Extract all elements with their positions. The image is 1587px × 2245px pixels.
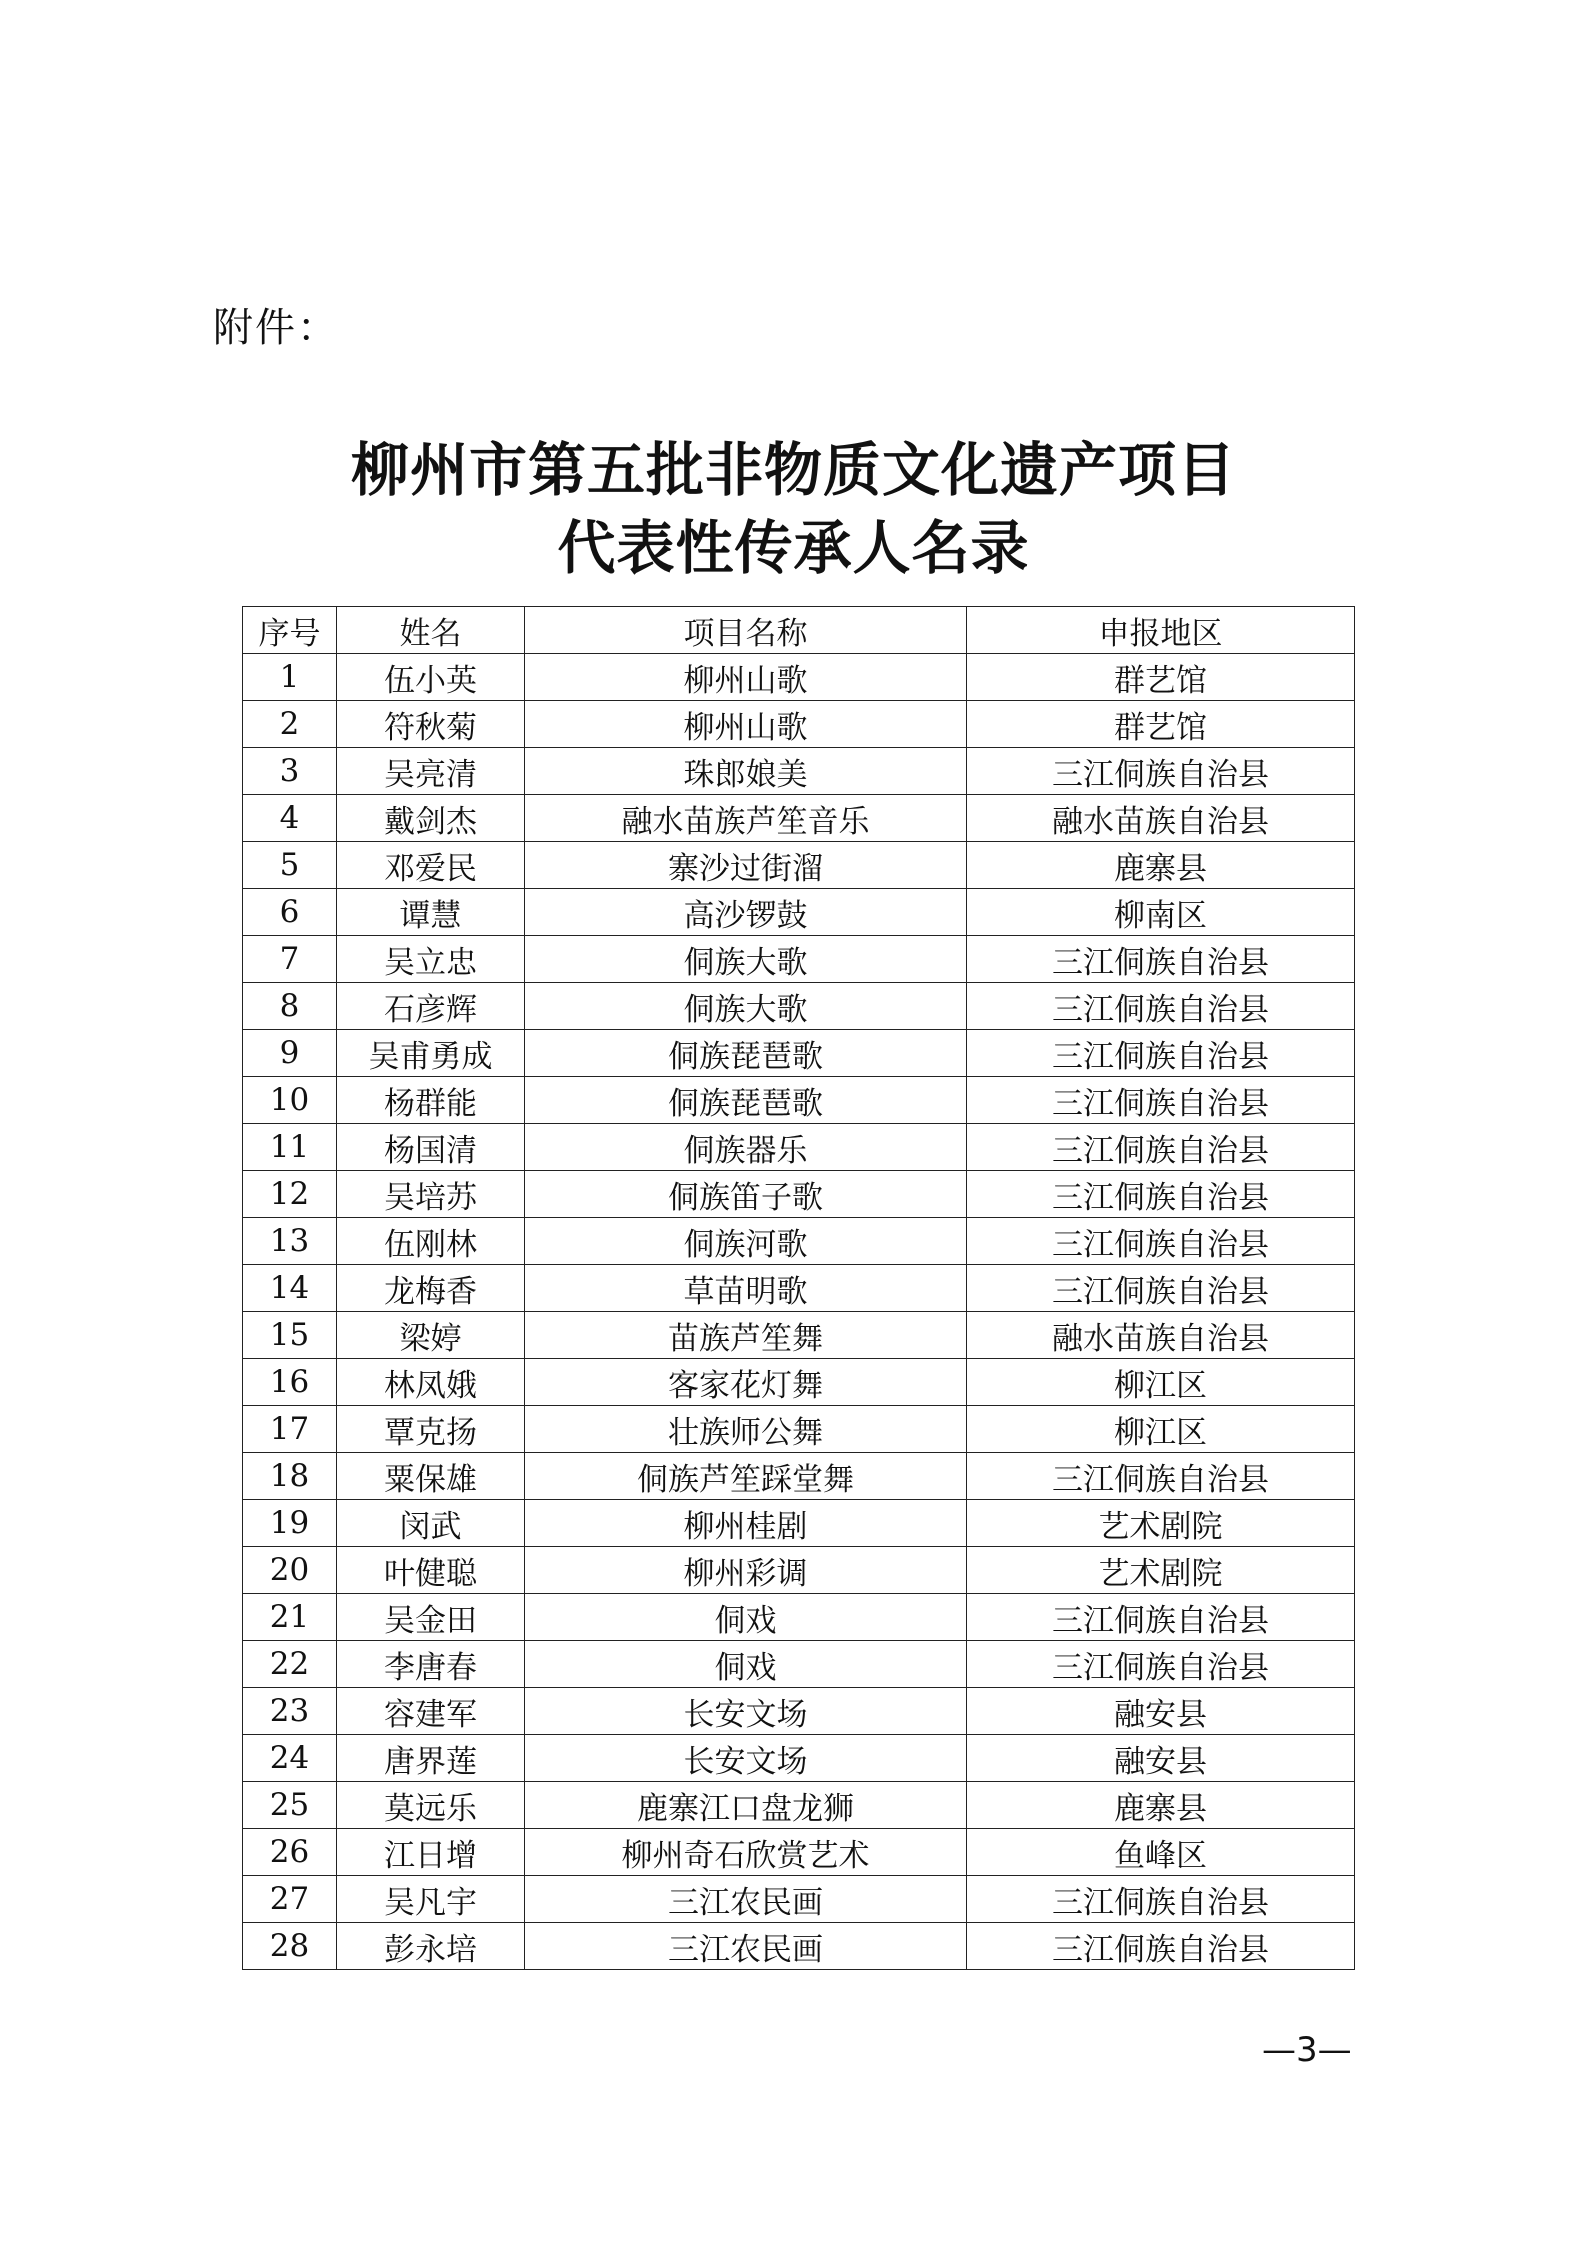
- table-row: [243, 889, 1355, 936]
- cell-project: 鹿寨江口盘龙狮: [525, 1782, 967, 1829]
- cell-name: 吴甫勇成: [337, 1030, 525, 1077]
- cell-seq: 20: [243, 1547, 337, 1594]
- cell-region: 艺术剧院: [967, 1547, 1355, 1594]
- cell-project: 侗族大歌: [525, 936, 967, 983]
- cell-region: 群艺馆: [967, 701, 1355, 748]
- table-row: [243, 1453, 1355, 1500]
- cell-seq: 4: [243, 795, 337, 842]
- cell-seq: 8: [243, 983, 337, 1030]
- cell-seq: 2: [243, 701, 337, 748]
- table-row: [243, 1547, 1355, 1594]
- table-row: [243, 1735, 1355, 1782]
- cell-project: 融水苗族芦笙音乐: [525, 795, 967, 842]
- table-row: [243, 1641, 1355, 1688]
- cell-region: 柳江区: [967, 1406, 1355, 1453]
- cell-name: 莫远乐: [337, 1782, 525, 1829]
- cell-project: 客家花灯舞: [525, 1359, 967, 1406]
- table-row: [243, 1594, 1355, 1641]
- cell-project: 侗族芦笙踩堂舞: [525, 1453, 967, 1500]
- cell-region: 三江侗族自治县: [967, 983, 1355, 1030]
- cell-region: 三江侗族自治县: [967, 1876, 1355, 1923]
- document-title-line-1: 柳州市第五批非物质文化遗产项目: [350, 436, 1236, 504]
- cell-name: 梁婷: [337, 1312, 525, 1359]
- cell-name: 龙梅香: [337, 1265, 525, 1312]
- cell-seq: 24: [243, 1735, 337, 1782]
- cell-seq: 21: [243, 1594, 337, 1641]
- cell-project: 寨沙过街溜: [525, 842, 967, 889]
- table-row: [243, 1265, 1355, 1312]
- cell-name: 伍小英: [337, 654, 525, 701]
- table-row: [243, 654, 1355, 701]
- cell-region: 柳江区: [967, 1359, 1355, 1406]
- cell-project: 长安文场: [525, 1688, 967, 1735]
- cell-region: 三江侗族自治县: [967, 748, 1355, 795]
- cell-seq: 16: [243, 1359, 337, 1406]
- cell-region: 艺术剧院: [967, 1500, 1355, 1547]
- cell-project: 苗族芦笙舞: [525, 1312, 967, 1359]
- table-header-row: [243, 607, 1355, 654]
- cell-region: 三江侗族自治县: [967, 1171, 1355, 1218]
- table-row: [243, 1124, 1355, 1171]
- cell-project: 侗族琵琶歌: [525, 1077, 967, 1124]
- cell-name: 李唐春: [337, 1641, 525, 1688]
- document-title-line-2: 代表性传承人名录: [557, 514, 1030, 582]
- table-row: [243, 1829, 1355, 1876]
- cell-name: 吴金田: [337, 1594, 525, 1641]
- cell-project: 柳州山歌: [525, 701, 967, 748]
- cell-name: 林凤娥: [337, 1359, 525, 1406]
- page-number: —3—: [1262, 2030, 1352, 2070]
- table-row: [243, 701, 1355, 748]
- table-row: [243, 1218, 1355, 1265]
- cell-seq: 7: [243, 936, 337, 983]
- cell-region: 三江侗族自治县: [967, 1077, 1355, 1124]
- cell-name: 粟保雄: [337, 1453, 525, 1500]
- cell-project: 三江农民画: [525, 1923, 967, 1970]
- cell-project: 高沙锣鼓: [525, 889, 967, 936]
- cell-region: 融水苗族自治县: [967, 795, 1355, 842]
- cell-name: 邓爱民: [337, 842, 525, 889]
- cell-seq: 18: [243, 1453, 337, 1500]
- table-row: [243, 1876, 1355, 1923]
- cell-region: 融水苗族自治县: [967, 1312, 1355, 1359]
- cell-project: 侗族笛子歌: [525, 1171, 967, 1218]
- table-row: [243, 1359, 1355, 1406]
- cell-seq: 12: [243, 1171, 337, 1218]
- cell-seq: 15: [243, 1312, 337, 1359]
- cell-region: 群艺馆: [967, 654, 1355, 701]
- cell-region: 三江侗族自治县: [967, 1641, 1355, 1688]
- cell-name: 覃克扬: [337, 1406, 525, 1453]
- table-row: [243, 1030, 1355, 1077]
- cell-project: 壮族师公舞: [525, 1406, 967, 1453]
- cell-project: 草苗明歌: [525, 1265, 967, 1312]
- cell-name: 戴剑杰: [337, 795, 525, 842]
- cell-seq: 19: [243, 1500, 337, 1547]
- header-project: 项目名称: [525, 607, 967, 654]
- cell-project: 柳州彩调: [525, 1547, 967, 1594]
- cell-region: 融安县: [967, 1688, 1355, 1735]
- cell-name: 彭永培: [337, 1923, 525, 1970]
- cell-name: 杨国清: [337, 1124, 525, 1171]
- cell-seq: 14: [243, 1265, 337, 1312]
- cell-region: 柳南区: [967, 889, 1355, 936]
- cell-name: 谭慧: [337, 889, 525, 936]
- table-row: [243, 1923, 1355, 1970]
- table-row: [243, 1406, 1355, 1453]
- cell-region: 三江侗族自治县: [967, 1453, 1355, 1500]
- cell-seq: 11: [243, 1124, 337, 1171]
- table-row: [243, 1077, 1355, 1124]
- table-row: [243, 983, 1355, 1030]
- cell-name: 符秋菊: [337, 701, 525, 748]
- cell-seq: 23: [243, 1688, 337, 1735]
- cell-project: 侗族琵琶歌: [525, 1030, 967, 1077]
- table-row: [243, 1171, 1355, 1218]
- cell-name: 吴立忠: [337, 936, 525, 983]
- cell-region: 鹿寨县: [967, 842, 1355, 889]
- cell-seq: 17: [243, 1406, 337, 1453]
- table-body: [243, 654, 1355, 1970]
- cell-seq: 5: [243, 842, 337, 889]
- cell-name: 吴培苏: [337, 1171, 525, 1218]
- table-row: [243, 936, 1355, 983]
- cell-seq: 10: [243, 1077, 337, 1124]
- cell-project: 三江农民画: [525, 1876, 967, 1923]
- cell-project: 侗戏: [525, 1641, 967, 1688]
- cell-name: 杨群能: [337, 1077, 525, 1124]
- cell-seq: 13: [243, 1218, 337, 1265]
- cell-region: 三江侗族自治县: [967, 1923, 1355, 1970]
- cell-seq: 27: [243, 1876, 337, 1923]
- cell-seq: 3: [243, 748, 337, 795]
- cell-project: 柳州奇石欣赏艺术: [525, 1829, 967, 1876]
- cell-seq: 6: [243, 889, 337, 936]
- cell-project: 侗戏: [525, 1594, 967, 1641]
- cell-name: 唐界莲: [337, 1735, 525, 1782]
- table-row: [243, 1782, 1355, 1829]
- cell-project: 柳州山歌: [525, 654, 967, 701]
- table-row: [243, 1500, 1355, 1547]
- cell-project: 珠郎娘美: [525, 748, 967, 795]
- cell-name: 闵武: [337, 1500, 525, 1547]
- cell-region: 融安县: [967, 1735, 1355, 1782]
- cell-region: 鱼峰区: [967, 1829, 1355, 1876]
- cell-region: 三江侗族自治县: [967, 936, 1355, 983]
- cell-project: 长安文场: [525, 1735, 967, 1782]
- cell-project: 侗族河歌: [525, 1218, 967, 1265]
- attachment-label: 附件：: [213, 305, 339, 351]
- table-row: [243, 842, 1355, 889]
- cell-seq: 25: [243, 1782, 337, 1829]
- cell-name: 容建军: [337, 1688, 525, 1735]
- cell-seq: 22: [243, 1641, 337, 1688]
- cell-seq: 9: [243, 1030, 337, 1077]
- cell-seq: 1: [243, 654, 337, 701]
- cell-name: 叶健聪: [337, 1547, 525, 1594]
- cell-region: 三江侗族自治县: [967, 1265, 1355, 1312]
- cell-name: 吴凡宇: [337, 1876, 525, 1923]
- cell-region: 三江侗族自治县: [967, 1030, 1355, 1077]
- cell-name: 石彦辉: [337, 983, 525, 1030]
- header-name: 姓名: [337, 607, 525, 654]
- cell-name: 伍刚林: [337, 1218, 525, 1265]
- table-row: [243, 1688, 1355, 1735]
- cell-region: 三江侗族自治县: [967, 1594, 1355, 1641]
- cell-region: 三江侗族自治县: [967, 1124, 1355, 1171]
- cell-seq: 28: [243, 1923, 337, 1970]
- cell-seq: 26: [243, 1829, 337, 1876]
- table-row: [243, 795, 1355, 842]
- cell-project: 柳州桂剧: [525, 1500, 967, 1547]
- cell-project: 侗族大歌: [525, 983, 967, 1030]
- inheritor-roster-table: [242, 606, 1355, 1970]
- header-seq: 序号: [243, 607, 337, 654]
- cell-name: 江日增: [337, 1829, 525, 1876]
- header-region: 申报地区: [967, 607, 1355, 654]
- cell-project: 侗族器乐: [525, 1124, 967, 1171]
- table-row: [243, 748, 1355, 795]
- cell-name: 吴亮清: [337, 748, 525, 795]
- cell-region: 三江侗族自治县: [967, 1218, 1355, 1265]
- cell-region: 鹿寨县: [967, 1782, 1355, 1829]
- table-row: [243, 1312, 1355, 1359]
